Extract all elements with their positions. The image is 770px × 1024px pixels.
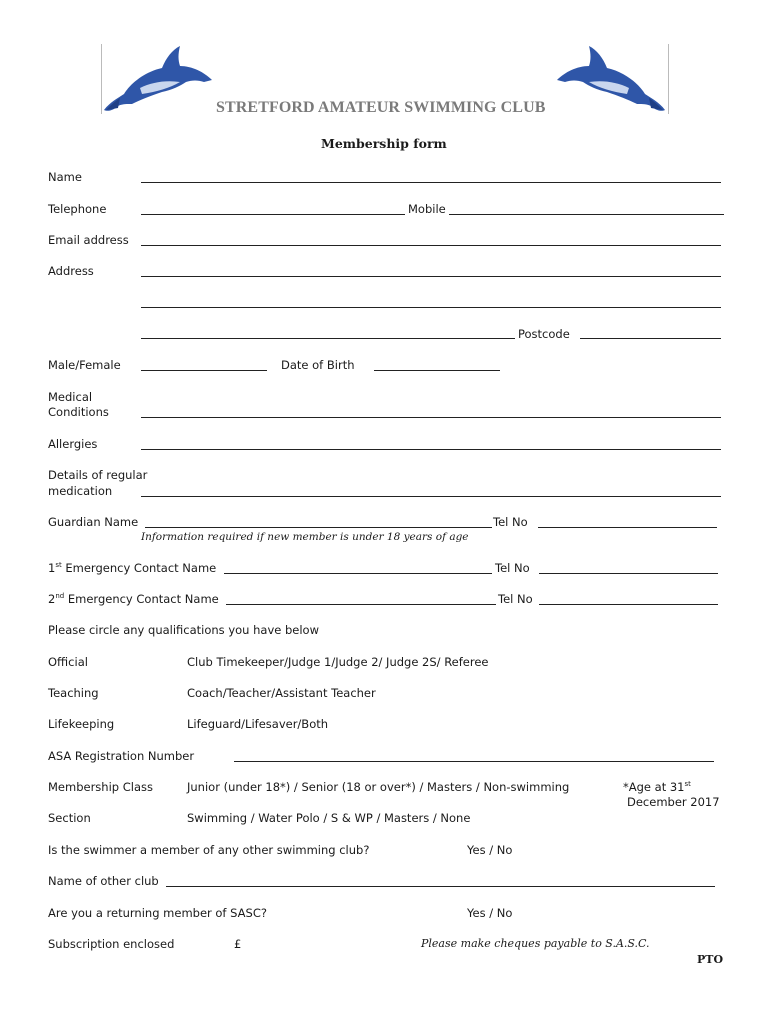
guardian-label: Guardian Name [48, 515, 139, 529]
teaching-label: Teaching [48, 686, 99, 700]
teaching-options[interactable]: Coach/Teacher/Assistant Teacher [187, 686, 376, 700]
email-field[interactable] [141, 245, 721, 246]
emergency-1-tel-label: Tel No [495, 561, 530, 575]
medication-label-2: medication [48, 484, 113, 498]
address-line-3[interactable] [141, 338, 515, 339]
cheques-note: Please make cheques payable to S.A.S.C. [421, 937, 650, 950]
address-line-1[interactable] [141, 276, 721, 277]
age-note-line-1: *Age at 31st [623, 780, 691, 794]
section-options[interactable]: Swimming / Water Polo / S & WP / Masters / None [187, 811, 471, 825]
other-club-question: Is the swimmer a member of any other swimming club? [48, 843, 370, 857]
form-title: Membership form [321, 136, 447, 151]
telephone-label: Telephone [48, 202, 107, 216]
guardian-note: Information required if new member is under 18 years of age [141, 531, 469, 543]
returning-question: Are you a returning member of SASC? [48, 906, 267, 920]
emergency-1-field[interactable] [224, 573, 492, 574]
section-label: Section [48, 811, 91, 825]
membership-class-options[interactable]: Junior (under 18*) / Senior (18 or over*) / Masters / Non-swimming [187, 780, 570, 794]
emergency-2-label: 2nd Emergency Contact Name [48, 592, 219, 606]
postcode-field[interactable] [580, 338, 721, 339]
dolphin-logo-left [100, 44, 214, 114]
membership-class-label: Membership Class [48, 780, 153, 794]
emergency-1-tel-field[interactable] [539, 573, 718, 574]
allergies-label: Allergies [48, 437, 98, 451]
medication-field[interactable] [141, 496, 721, 497]
official-options[interactable]: Club Timekeeper/Judge 1/Judge 2/ Judge 2S/ Referee [187, 655, 489, 669]
guardian-tel-field[interactable] [538, 527, 717, 528]
official-label: Official [48, 655, 88, 669]
mobile-field[interactable] [449, 214, 724, 215]
emergency-2-tel-field[interactable] [539, 604, 718, 605]
emergency-2-field[interactable] [226, 604, 496, 605]
telephone-field[interactable] [141, 214, 405, 215]
emergency-1-label: 1st Emergency Contact Name [48, 561, 217, 575]
name-label: Name [48, 170, 82, 184]
medication-label-1: Details of regular [48, 468, 148, 482]
male-female-field[interactable] [141, 370, 267, 371]
medical-field[interactable] [141, 417, 721, 418]
name-field[interactable] [141, 182, 721, 183]
medical-label-1: Medical [48, 390, 93, 404]
other-club-yes-no[interactable]: Yes / No [467, 843, 513, 857]
guardian-tel-label: Tel No [493, 515, 528, 529]
address-line-2[interactable] [141, 307, 721, 308]
email-label: Email address [48, 233, 129, 247]
allergies-field[interactable] [141, 449, 721, 450]
subscription-label: Subscription enclosed [48, 937, 175, 951]
pound-sign: £ [234, 937, 242, 951]
male-female-label: Male/Female [48, 358, 121, 372]
returning-yes-no[interactable]: Yes / No [467, 906, 513, 920]
medical-label-2: Conditions [48, 405, 109, 419]
dob-label: Date of Birth [281, 358, 355, 372]
pto-label: PTO [697, 953, 724, 966]
emergency-2-tel-label: Tel No [498, 592, 533, 606]
guardian-field[interactable] [145, 527, 492, 528]
age-note-line-2: December 2017 [627, 795, 720, 809]
address-label: Address [48, 264, 94, 278]
asa-field[interactable] [234, 761, 714, 762]
postcode-label: Postcode [518, 327, 570, 341]
qualifications-prompt: Please circle any qualifications you have below [48, 623, 319, 637]
other-club-name-label: Name of other club [48, 874, 159, 888]
dob-field[interactable] [374, 370, 500, 371]
club-name: STRETFORD AMATEUR SWIMMING CLUB [216, 99, 546, 116]
dolphin-icon [100, 44, 214, 114]
mobile-label: Mobile [408, 202, 446, 216]
lifekeeping-label: Lifekeeping [48, 717, 115, 731]
lifekeeping-options[interactable]: Lifeguard/Lifesaver/Both [187, 717, 329, 731]
dolphin-icon [555, 44, 669, 114]
dolphin-logo-right [555, 44, 669, 114]
other-club-name-field[interactable] [166, 886, 715, 887]
asa-label: ASA Registration Number [48, 749, 195, 763]
